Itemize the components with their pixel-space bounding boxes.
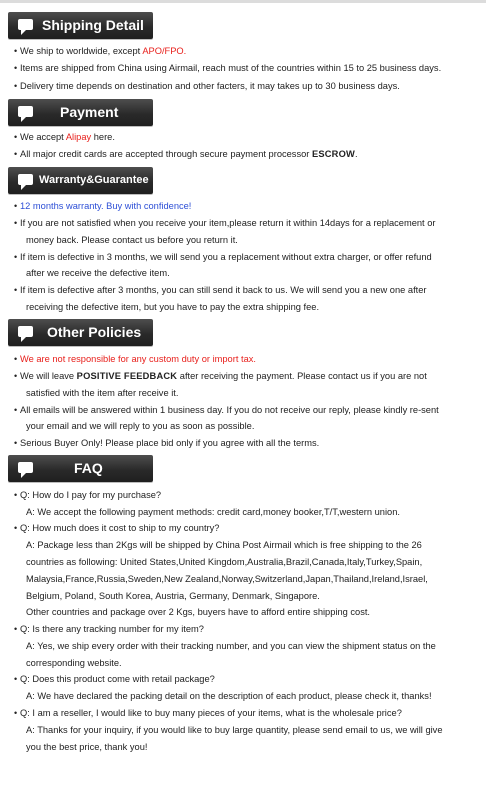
policies-line-4: • Serious Buyer Only! Please place bid only if you agree with all the terms.	[14, 438, 320, 448]
faq-answer-2-line-4: Belgium, Poland, South Korea, Austria, Germany, Denmark, Singapore.	[26, 591, 320, 601]
warranty-line-4: • If item is defective after 3 months, you can still send it back to us. We will send you a new one after	[14, 285, 427, 295]
faq-header	[8, 455, 153, 482]
top-divider	[0, 0, 486, 3]
faq-answer-5-line-1: A: Thanks for your inquiry, if you would like to buy large quantity, please send email to us, we will give	[26, 725, 443, 735]
policies-line-3b: your email and we will reply to you as soon as possible.	[26, 421, 255, 431]
policies-header	[8, 319, 153, 346]
policies-line-2: • We will leave POSITIVE FEEDBACK after receiving the payment. Please contact us if you are not	[14, 371, 427, 381]
faq-answer-2-line-1: A: Package less than 2Kgs will be shipped by China Post Airmail which is free shipping to the 26	[26, 540, 422, 550]
shipping-title: Shipping Detail	[42, 17, 144, 33]
payment-line-1: • We accept Alipay here.	[14, 132, 115, 142]
chat-bubble-icon	[18, 19, 33, 30]
warranty-line-2b: money back. Please contact us before you return it.	[26, 235, 238, 245]
chat-bubble-icon	[18, 106, 33, 117]
shipping-header	[8, 12, 153, 39]
warranty-line-4b: receiving the defective item, but you have to pay the extra shipping fee.	[26, 302, 320, 312]
faq-question-5: • Q: I am a reseller, I would like to buy many pieces of your items, what is the wholesale price?	[14, 708, 402, 718]
payment-title: Payment	[60, 104, 119, 120]
faq-answer-4: A: We have declared the packing detail on the description of each product, please check it, thanks!	[26, 691, 432, 701]
warranty-line-3b: after we receive the defective item.	[26, 268, 170, 278]
warranty-line-1: • 12 months warranty. Buy with confidence!	[14, 201, 192, 211]
warranty-line-3: • If item is defective in 3 months, we will send you a replacement without extra charger, or offer refund	[14, 252, 432, 262]
policies-title: Other Policies	[47, 324, 142, 340]
policies-line-1: • We are not responsible for any custom duty or import tax.	[14, 354, 256, 364]
payment-line-2: • All major credit cards are accepted through secure payment processor ESCROW.	[14, 149, 358, 159]
shipping-line-1: • We ship to worldwide, except APO/FPO.	[14, 46, 187, 56]
chat-bubble-icon	[18, 174, 33, 185]
shipping-line-2: • Items are shipped from China using Airmail, reach must of the countries within 15 to 25 business days.	[14, 63, 442, 73]
faq-question-3: • Q: Is there any tracking number for my item?	[14, 624, 204, 634]
policies-line-3: • All emails will be answered within 1 business day. If you do not receive our reply, please kindly re-sent	[14, 405, 439, 415]
faq-answer-2-line-2: countries as following: United States,United Kingdom,Australia,Brazil,Canada,Italy,Turkey,Spain,	[26, 557, 423, 567]
faq-answer-2-line-3: Malaysia,France,Russia,Sweden,New Zealand,Norway,Switzerland,Japan,Thailand,Ireland,Israel,	[26, 574, 428, 584]
policies-line-2b: satisfied with the item after receive it.	[26, 388, 179, 398]
payment-header	[8, 99, 153, 126]
warranty-title: Warranty&Guarantee	[39, 174, 149, 186]
chat-bubble-icon	[18, 326, 33, 337]
faq-question-1: • Q: How do I pay for my purchase?	[14, 490, 162, 500]
faq-answer-3-line-1: A: Yes, we ship every order with their tracking number, and you can view the shipment status on the	[26, 641, 436, 651]
faq-answer-3-line-2: corresponding website.	[26, 658, 122, 668]
warranty-line-2: • If you are not satisfied when you receive your item,please return it within 14days for a replacement or	[14, 218, 436, 228]
faq-title: FAQ	[74, 460, 103, 476]
warranty-header	[8, 167, 153, 194]
faq-answer-1: A: We accept the following payment methods: credit card,money booker,T/T,western union.	[26, 507, 400, 517]
chat-bubble-icon	[18, 462, 33, 473]
faq-question-4: • Q: Does this product come with retail package?	[14, 674, 215, 684]
faq-answer-2-line-5: Other countries and package over 2 Kgs, buyers have to afford entire shipping cost.	[26, 607, 371, 617]
faq-question-2: • Q: How much does it cost to ship to my country?	[14, 523, 220, 533]
shipping-line-3: • Delivery time depends on destination and other facters, it may takes up to 30 business days.	[14, 81, 400, 91]
faq-answer-5-line-2: you the best price, thank you!	[26, 742, 148, 752]
